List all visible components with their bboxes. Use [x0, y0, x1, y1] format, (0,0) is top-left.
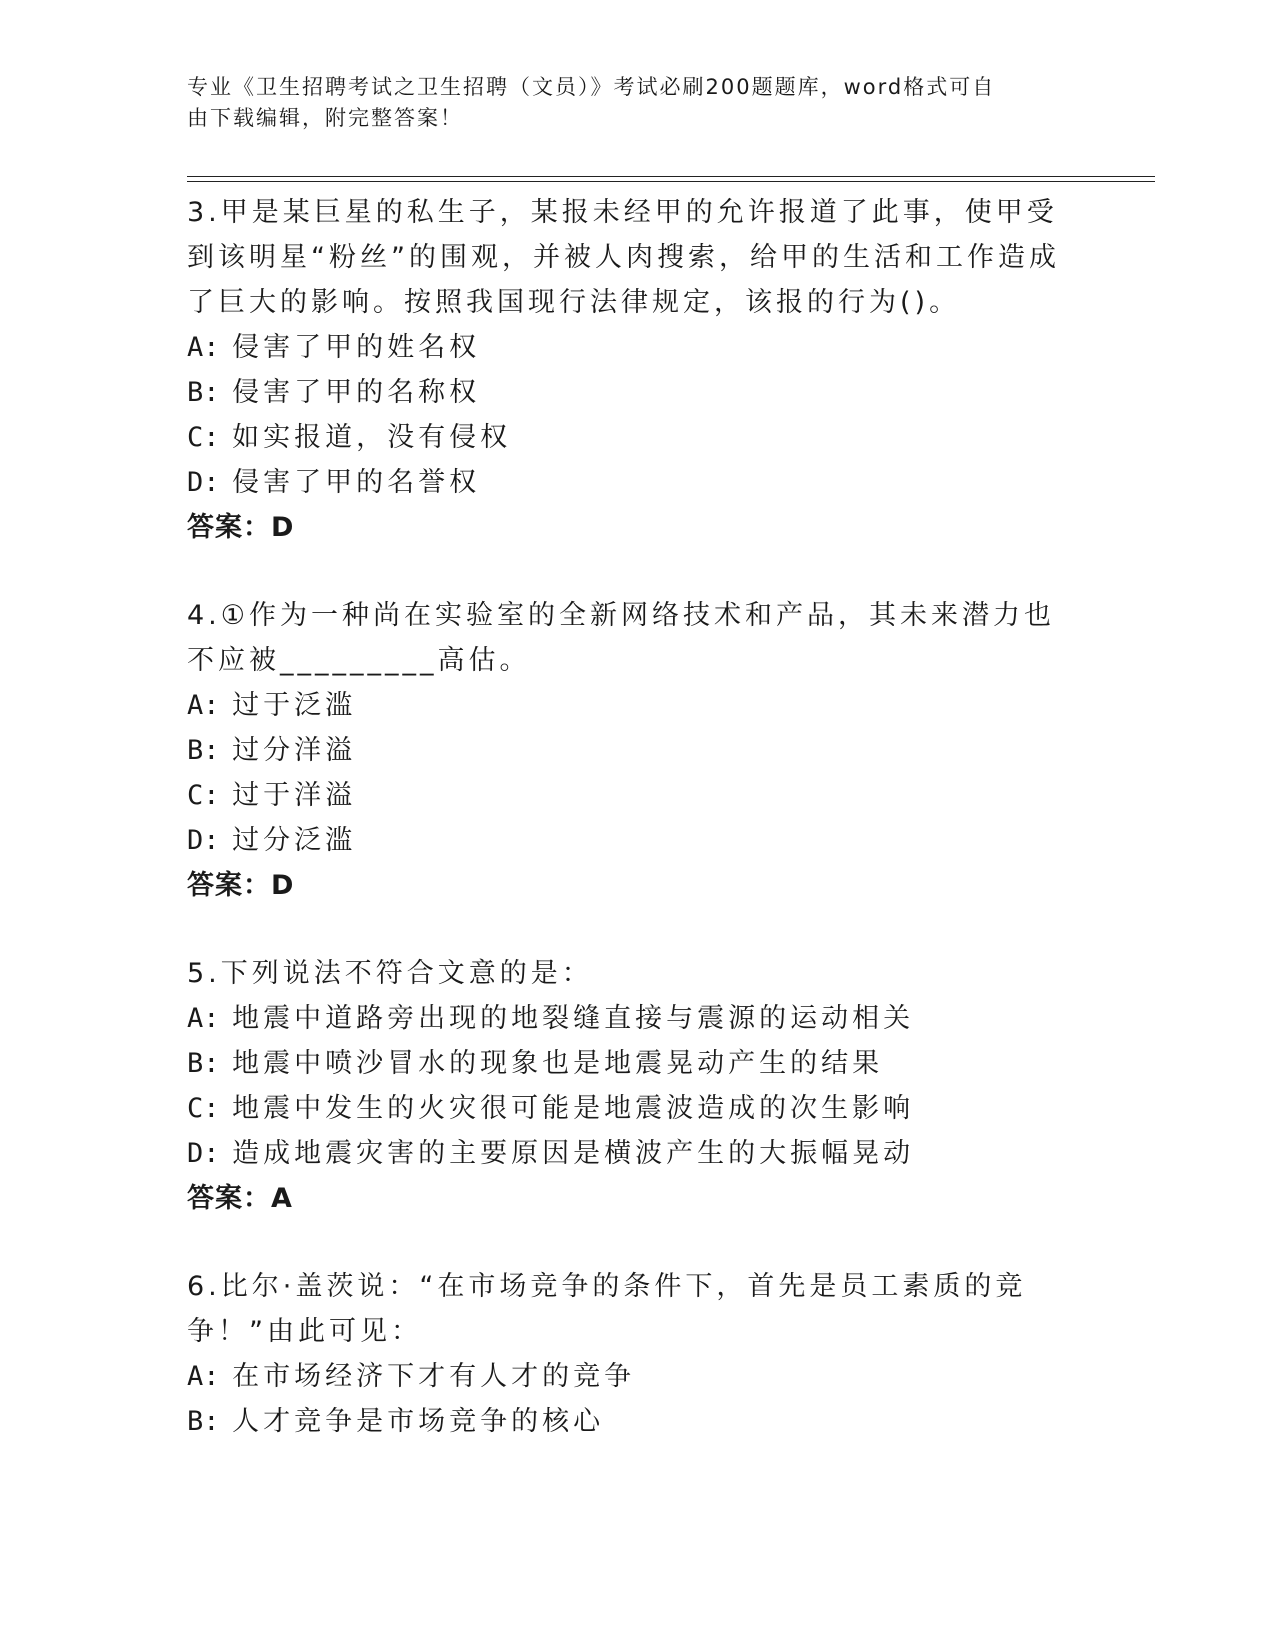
question-text: 5.下列说法不符合文意的是：: [187, 958, 593, 989]
option-letter: C:: [187, 422, 220, 453]
option-a: [187, 1354, 1107, 1399]
document-header: [187, 72, 1067, 134]
option-text: 地震中道路旁出现的地裂缝直接与震源的运动相关: [232, 1003, 915, 1034]
question-item: [187, 951, 1107, 1221]
option-letter: A:: [187, 1003, 220, 1034]
question-list: [187, 190, 1107, 1487]
option-letter: C:: [187, 1093, 220, 1124]
option-b: [187, 1041, 1107, 1086]
option-text: 过分洋溢: [232, 735, 357, 766]
option-text: 过于洋溢: [232, 780, 357, 811]
option-letter: D:: [187, 1138, 220, 1169]
answer-line: 答案：D: [187, 512, 295, 543]
option-letter: D:: [187, 825, 220, 856]
question-item: [187, 190, 1107, 550]
option-c: [187, 773, 1107, 818]
option-text: 地震中喷沙冒水的现象也是地震晃动产生的结果: [232, 1048, 884, 1079]
option-letter: A:: [187, 332, 220, 363]
option-letter: B:: [187, 735, 220, 766]
header-divider-bottom: [187, 181, 1155, 182]
option-letter: A:: [187, 690, 220, 721]
option-d: [187, 1131, 1107, 1176]
question-text: 3.甲是某巨星的私生子，某报未经甲的允许报道了此事，使甲受到该明星“粉丝”的围观，并被人肉搜索，给甲的生活和工作造成了巨大的影响。按照我国现行法律规定，该报的行为()。: [187, 197, 1060, 318]
option-letter: C:: [187, 780, 220, 811]
option-letter: B:: [187, 1406, 220, 1437]
option-text: 侵害了甲的名称权: [232, 377, 481, 408]
option-d: [187, 460, 1107, 505]
option-c: [187, 415, 1107, 460]
answer-line: 答案：D: [187, 870, 295, 901]
option-text: 在市场经济下才有人才的竞争: [232, 1361, 636, 1392]
option-letter: B:: [187, 377, 220, 408]
option-letter: B:: [187, 1048, 220, 1079]
question-text: 6.比尔·盖茨说：“在市场竞争的条件下，首先是员工素质的竞争！”由此可见：: [187, 1271, 1027, 1347]
header-line-2: 由下载编辑，附完整答案！: [187, 106, 463, 130]
question-text: 4.①作为一种尚在实验室的全新网络技术和产品，其未来潜力也不应被_________高估。: [187, 600, 1055, 676]
option-a: [187, 325, 1107, 370]
option-b: [187, 728, 1107, 773]
option-text: 地震中发生的火灾很可能是地震波造成的次生影响: [232, 1093, 915, 1124]
option-text: 侵害了甲的名誉权: [232, 467, 481, 498]
answer-line: 答案：A: [187, 1183, 293, 1214]
option-d: [187, 818, 1107, 863]
option-letter: D:: [187, 467, 220, 498]
option-a: [187, 683, 1107, 728]
question-item: [187, 593, 1107, 908]
option-text: 过分泛滥: [232, 825, 357, 856]
option-letter: A:: [187, 1361, 220, 1392]
option-text: 侵害了甲的姓名权: [232, 332, 481, 363]
option-text: 过于泛滥: [232, 690, 357, 721]
option-b: [187, 1399, 1107, 1444]
header-divider-top: [187, 176, 1155, 177]
header-line-1: 专业《卫生招聘考试之卫生招聘（文员）》考试必刷200题题库，word格式可自: [187, 75, 996, 99]
option-c: [187, 1086, 1107, 1131]
option-text: 如实报道，没有侵权: [232, 422, 512, 453]
option-a: [187, 996, 1107, 1041]
option-text: 人才竞争是市场竞争的核心: [232, 1406, 605, 1437]
option-b: [187, 370, 1107, 415]
question-item: [187, 1264, 1107, 1444]
option-text: 造成地震灾害的主要原因是横波产生的大振幅晃动: [232, 1138, 915, 1169]
